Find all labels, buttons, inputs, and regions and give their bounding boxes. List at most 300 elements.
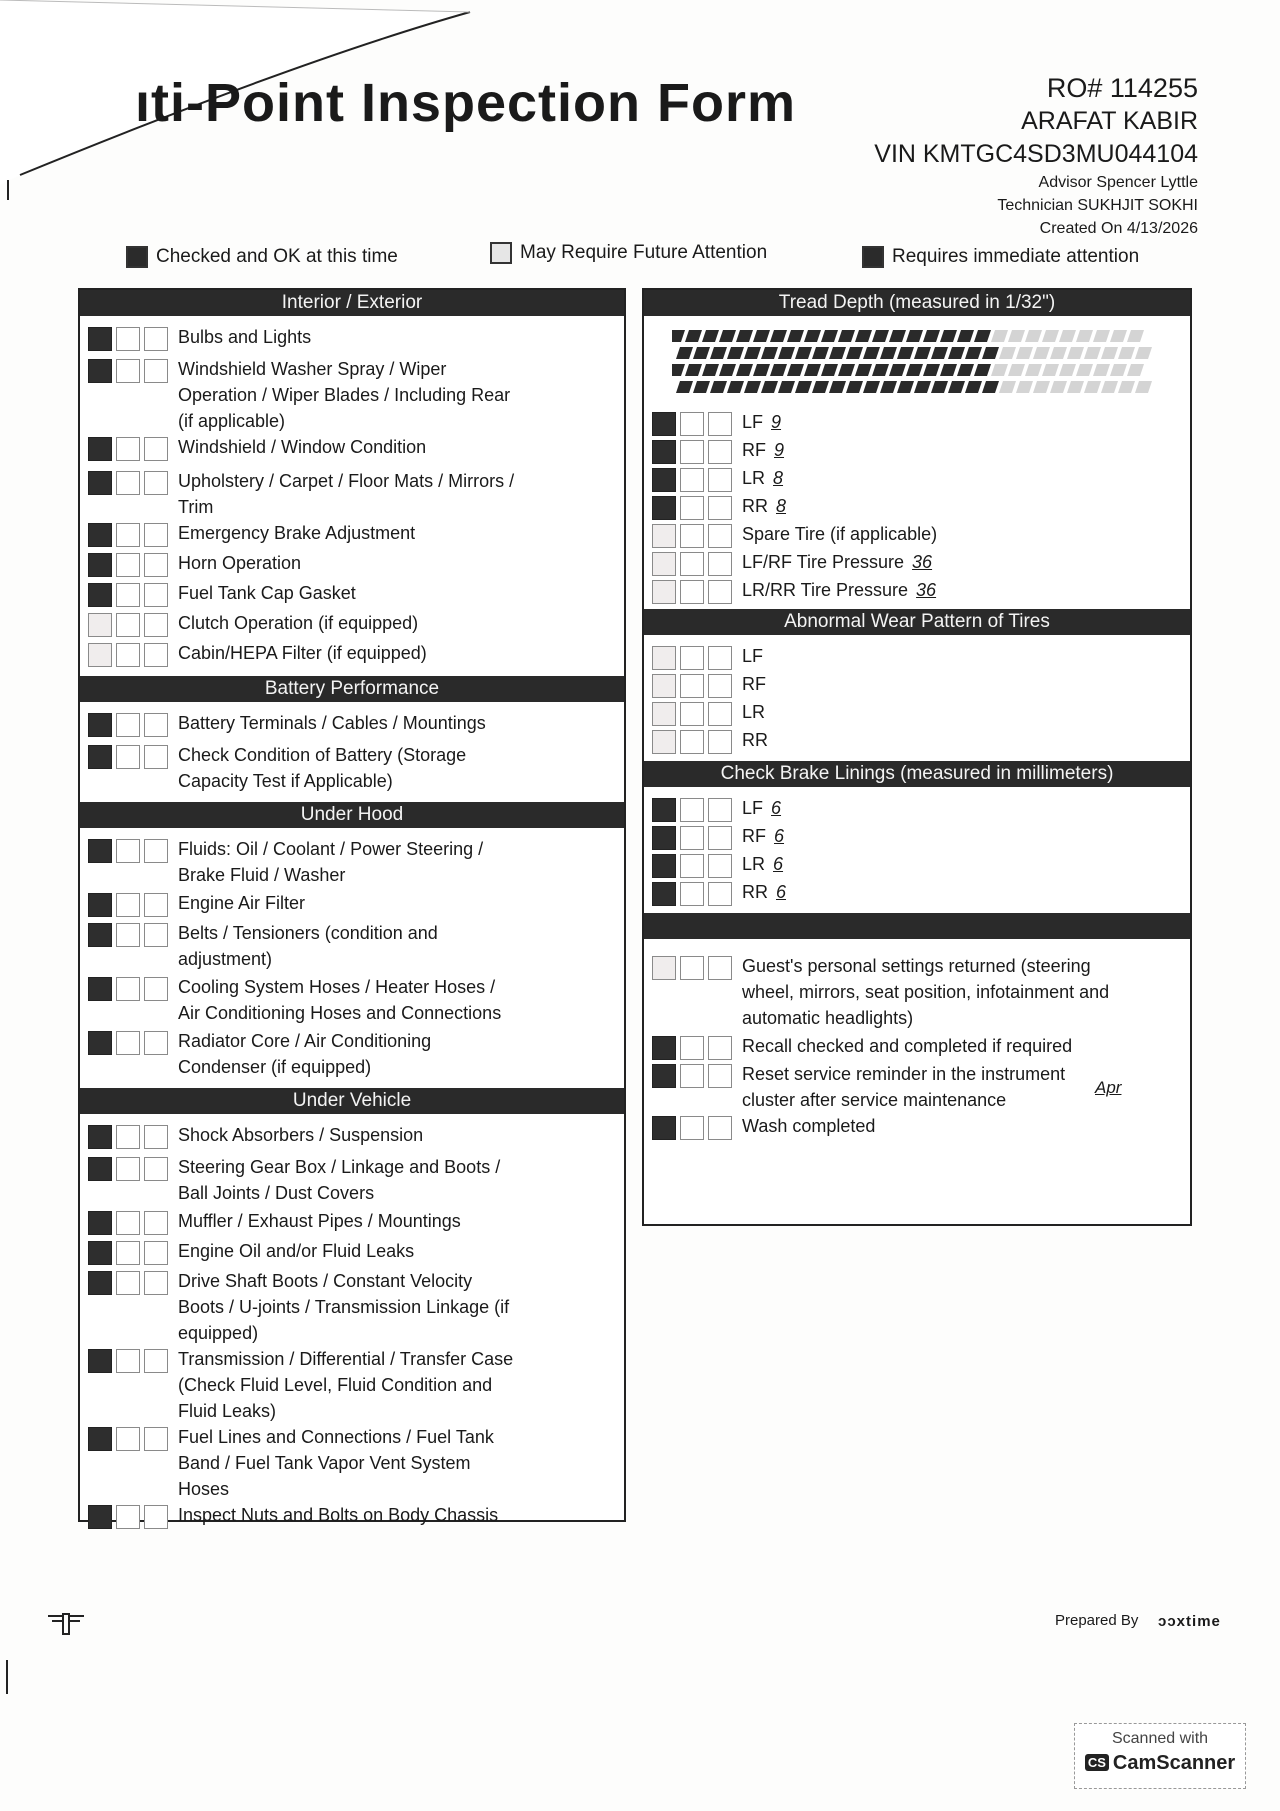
checklist-row [80, 1028, 624, 1082]
immediate-checkbox[interactable] [144, 1211, 168, 1235]
immediate-checkbox[interactable] [144, 359, 168, 383]
status-boxes [652, 412, 732, 436]
status-boxes [652, 646, 732, 670]
status-boxes [652, 1116, 732, 1140]
ok-checkbox[interactable] [88, 327, 112, 351]
status-boxes [88, 1349, 168, 1373]
item-label: Fluids: Oil / Coolant / Power Steering / Brake Fluid / Washer [178, 839, 484, 885]
ok-checkbox[interactable] [88, 523, 112, 547]
ok-checkbox[interactable] [652, 496, 676, 520]
status-boxes [652, 524, 732, 548]
status-boxes [652, 1036, 732, 1060]
item-value: 8 [776, 496, 787, 516]
checklist-row [644, 549, 1190, 577]
item-label: RR [742, 496, 768, 516]
ok-checkbox[interactable] [88, 1505, 112, 1529]
immediate-checkbox[interactable] [708, 1116, 732, 1140]
status-boxes [88, 1271, 168, 1295]
ok-checkbox[interactable] [88, 437, 112, 461]
status-boxes [88, 893, 168, 917]
item-label: Clutch Operation (if equipped) [178, 613, 419, 633]
status-boxes [652, 854, 732, 878]
immediate-checkbox[interactable] [144, 643, 168, 667]
item-label: Muffler / Exhaust Pipes / Mountings [178, 1211, 461, 1231]
item-label: Wash completed [742, 1116, 876, 1136]
status-boxes [652, 552, 732, 576]
future-checkbox[interactable] [116, 613, 140, 637]
checklist-row [80, 742, 624, 796]
section-header: Abnormal Wear Pattern of Tires [644, 609, 1190, 635]
checklist-row [80, 1238, 624, 1268]
item-label: Cooling System Hoses / Heater Hoses / Air Conditioning Hoses and Connections [178, 977, 502, 1023]
checklist-row [80, 1502, 624, 1534]
immediate-checkbox[interactable] [708, 524, 732, 548]
future-checkbox[interactable] [116, 745, 140, 769]
item-label: Cabin/HEPA Filter (if equipped) [178, 643, 427, 663]
ok-checkbox[interactable] [652, 580, 676, 604]
checklist-row [80, 1154, 624, 1208]
future-checkbox[interactable] [116, 1349, 140, 1373]
item-label: Reset service reminder in the instrument cluster after service maintenance [742, 1064, 1066, 1110]
checklist-row [644, 795, 1190, 823]
checklist-row [644, 437, 1190, 465]
ok-checkbox[interactable] [652, 412, 676, 436]
ok-checkbox[interactable] [88, 745, 112, 769]
immediate-checkbox[interactable] [708, 1036, 732, 1060]
future-checkbox[interactable] [116, 1031, 140, 1055]
future-checkbox[interactable] [116, 893, 140, 917]
future-checkbox[interactable] [680, 882, 704, 906]
ok-checkbox[interactable] [652, 1064, 676, 1088]
checklist-row [80, 836, 624, 890]
checklist-row [644, 409, 1190, 437]
immediate-checkbox[interactable] [144, 1157, 168, 1181]
immediate-checkbox[interactable] [708, 440, 732, 464]
immediate-checkbox[interactable] [144, 1241, 168, 1265]
ok-checkbox[interactable] [652, 854, 676, 878]
item-value: 6 [776, 882, 787, 902]
camscanner-icon: CS [1085, 1754, 1109, 1771]
future-checkbox[interactable] [116, 1157, 140, 1181]
item-value: 8 [773, 468, 784, 488]
item-label: Drive Shaft Boots / Constant Velocity Boots / U-joints / Transmission Linkage (if equipped) [178, 1271, 510, 1343]
future-checkbox[interactable] [680, 1036, 704, 1060]
immediate-checkbox[interactable] [144, 893, 168, 917]
status-boxes [652, 674, 732, 698]
item-label: Shock Absorbers / Suspension [178, 1125, 424, 1145]
ok-checkbox[interactable] [652, 440, 676, 464]
checklist-row [80, 1424, 624, 1502]
item-label: Guest's personal settings returned (steering wheel, mirrors, seat position, infotainment and automatic headlights) [742, 956, 1110, 1028]
item-label: Check Condition of Battery (Storage Capacity Test if Applicable) [178, 745, 467, 791]
section-header [644, 913, 1190, 939]
item-label: Radiator Core / Air Conditioning Condenser (if equipped) [178, 1031, 432, 1077]
immediate-checkbox[interactable] [144, 839, 168, 863]
immediate-checkbox[interactable] [144, 1031, 168, 1055]
immediate-checkbox[interactable] [144, 553, 168, 577]
item-value: 9 [771, 412, 782, 432]
legend-immediate [862, 246, 1139, 268]
status-boxes [88, 1505, 168, 1529]
section-header: Check Brake Linings (measured in millimeters) [644, 761, 1190, 787]
ok-checkbox[interactable] [88, 1211, 112, 1235]
checklist-row [644, 823, 1190, 851]
item-label: Inspect Nuts and Bolts on Body Chassis [178, 1505, 499, 1525]
ok-checkbox[interactable] [88, 923, 112, 947]
immediate-checkbox[interactable] [708, 552, 732, 576]
checklist-row [80, 890, 624, 920]
item-label: LF/RF Tire Pressure [742, 552, 905, 572]
immediate-checkbox[interactable] [708, 1064, 732, 1088]
section-header: Tread Depth (measured in 1/32") [644, 290, 1190, 316]
item-label: Engine Oil and/or Fluid Leaks [178, 1241, 415, 1261]
future-checkbox[interactable] [116, 471, 140, 495]
customer-name: ARAFAT KABIR [1021, 107, 1198, 135]
legend-future-label: May Require Future Attention [520, 242, 768, 263]
immediate-checkbox[interactable] [708, 956, 732, 980]
status-boxes [652, 882, 732, 906]
status-boxes [88, 1157, 168, 1181]
item-label: Belts / Tensioners (condition and adjustment) [178, 923, 438, 969]
ok-checkbox[interactable] [88, 893, 112, 917]
future-checkbox[interactable] [680, 798, 704, 822]
item-label: LR [742, 702, 766, 722]
ok-checkbox[interactable] [88, 553, 112, 577]
future-checkbox[interactable] [116, 643, 140, 667]
item-label: LR [742, 468, 766, 488]
checklist-row [80, 520, 624, 550]
ok-checkbox[interactable] [652, 956, 676, 980]
guest-note: Apr [1095, 1078, 1122, 1097]
immediate-checkbox[interactable] [708, 496, 732, 520]
checklist-row [644, 465, 1190, 493]
immediate-checkbox[interactable] [144, 471, 168, 495]
section-body [644, 939, 1190, 1147]
status-boxes [88, 437, 168, 461]
future-checkbox[interactable] [680, 440, 704, 464]
scanner-line2 [1075, 1752, 1245, 1775]
item-label: LR/RR Tire Pressure [742, 580, 909, 600]
ok-checkbox[interactable] [88, 1241, 112, 1265]
created-date: Created On 4/13/2026 [1039, 220, 1198, 237]
section-header: Under Hood [80, 802, 624, 828]
checklist-row [80, 468, 624, 520]
item-label: Steering Gear Box / Linkage and Boots / Ball Joints / Dust Covers [178, 1157, 501, 1203]
checklist-row [80, 580, 624, 610]
item-label: Recall checked and completed if required [742, 1036, 1073, 1056]
future-checkbox[interactable] [116, 977, 140, 1001]
item-label: RR [742, 882, 768, 902]
immediate-checkbox[interactable] [144, 327, 168, 351]
item-label: LF [742, 798, 764, 818]
technician: Technician SUKHJIT SOKHI [997, 197, 1198, 214]
checklist-row [644, 851, 1190, 879]
status-boxes [88, 523, 168, 547]
future-checkbox[interactable] [680, 412, 704, 436]
advisor: Advisor Spencer Lyttle [1038, 174, 1198, 191]
future-checkbox[interactable] [116, 1505, 140, 1529]
future-checkbox[interactable] [116, 1211, 140, 1235]
status-boxes [652, 580, 732, 604]
ok-checkbox[interactable] [652, 552, 676, 576]
status-boxes [88, 1031, 168, 1055]
ok-checkbox[interactable] [88, 713, 112, 737]
checklist-row [644, 1033, 1190, 1061]
future-checkbox[interactable] [116, 359, 140, 383]
future-checkbox[interactable] [680, 524, 704, 548]
checklist-row [644, 493, 1190, 521]
checklist-row [644, 577, 1190, 605]
status-boxes [652, 956, 732, 980]
checklist-row [80, 1208, 624, 1238]
immediate-checkbox[interactable] [708, 730, 732, 754]
checklist-row [644, 699, 1190, 727]
item-label: LF [742, 646, 764, 666]
future-checkbox[interactable] [680, 674, 704, 698]
status-boxes [88, 923, 168, 947]
section-body [644, 635, 1190, 761]
ok-checkbox[interactable] [652, 798, 676, 822]
checklist-row [644, 671, 1190, 699]
future-checkbox[interactable] [680, 1064, 704, 1088]
scanner-line1: Scanned with [1111, 1730, 1209, 1747]
future-checkbox[interactable] [680, 826, 704, 850]
future-checkbox[interactable] [680, 496, 704, 520]
immediate-checkbox[interactable] [144, 1427, 168, 1451]
future-checkbox[interactable] [116, 923, 140, 947]
immediate-checkbox[interactable] [144, 977, 168, 1001]
dealer-logo: ɔɔxtime [1158, 1613, 1221, 1630]
status-boxes [88, 471, 168, 495]
checklist-row [644, 1113, 1190, 1141]
immediate-checkbox[interactable] [144, 745, 168, 769]
immediate-checkbox[interactable] [708, 798, 732, 822]
prepared-by: Prepared By [1055, 1612, 1139, 1629]
immediate-checkbox[interactable] [144, 1505, 168, 1529]
item-label: Spare Tire (if applicable) [742, 524, 938, 544]
future-checkbox[interactable] [116, 1125, 140, 1149]
status-boxes [88, 745, 168, 769]
future-checkbox[interactable] [680, 730, 704, 754]
immediate-checkbox[interactable] [708, 646, 732, 670]
status-boxes [88, 359, 168, 383]
status-boxes [88, 553, 168, 577]
ok-checkbox[interactable] [652, 826, 676, 850]
ok-checkbox[interactable] [88, 977, 112, 1001]
immediate-checkbox[interactable] [144, 923, 168, 947]
immediate-swatch-icon [862, 246, 884, 268]
immediate-checkbox[interactable] [708, 826, 732, 850]
item-value: 6 [774, 826, 785, 846]
immediate-checkbox[interactable] [708, 412, 732, 436]
item-label: LR [742, 854, 766, 874]
item-label: LF [742, 412, 764, 432]
item-label: Windshield Washer Spray / Wiper Operation / Wiper Blades / Including Rear (if applicable) [178, 359, 511, 431]
item-label: Battery Terminals / Cables / Mountings [178, 713, 486, 733]
future-checkbox[interactable] [116, 327, 140, 351]
status-boxes [88, 713, 168, 737]
ok-checkbox[interactable] [652, 524, 676, 548]
ok-checkbox[interactable] [88, 643, 112, 667]
checklist-row [80, 324, 624, 356]
ok-checkbox[interactable] [652, 882, 676, 906]
checklist-row [80, 1268, 624, 1346]
item-label: Fuel Tank Cap Gasket [178, 583, 356, 603]
ok-checkbox[interactable] [652, 1036, 676, 1060]
future-checkbox[interactable] [116, 713, 140, 737]
item-label: Fuel Lines and Connections / Fuel Tank Band / Fuel Tank Vapor Vent System Hoses [178, 1427, 494, 1499]
immediate-checkbox[interactable] [144, 583, 168, 607]
future-checkbox[interactable] [680, 854, 704, 878]
ok-checkbox[interactable] [88, 1427, 112, 1451]
immediate-checkbox[interactable] [708, 674, 732, 698]
checklist-row [644, 727, 1190, 755]
checklist-row [80, 1346, 624, 1424]
item-label: RF [742, 674, 766, 694]
immediate-checkbox[interactable] [144, 1271, 168, 1295]
status-boxes [88, 977, 168, 1001]
checklist-row [80, 974, 624, 1028]
checklist-row [644, 521, 1190, 549]
checklist-row [80, 550, 624, 580]
status-boxes [652, 496, 732, 520]
status-boxes [652, 702, 732, 726]
ok-checkbox[interactable] [88, 613, 112, 637]
ok-checkbox[interactable] [88, 471, 112, 495]
left-inspection-panel [78, 288, 626, 1525]
status-boxes [652, 440, 732, 464]
item-value: 36 [916, 580, 937, 600]
ro-number: RO# 114255 [1046, 73, 1198, 103]
item-label: Upholstery / Carpet / Floor Mats / Mirrors / Trim [178, 471, 515, 517]
ok-checkbox[interactable] [652, 702, 676, 726]
future-checkbox[interactable] [680, 468, 704, 492]
item-value: 6 [773, 854, 784, 874]
ok-checkbox[interactable] [88, 1271, 112, 1295]
ok-checkbox[interactable] [88, 359, 112, 383]
item-value: 36 [912, 552, 933, 572]
immediate-checkbox[interactable] [144, 437, 168, 461]
item-label: RR [742, 730, 768, 750]
ok-checkbox[interactable] [88, 1157, 112, 1181]
item-value: 9 [774, 440, 785, 460]
header-info [874, 72, 1198, 240]
future-checkbox[interactable] [116, 523, 140, 547]
item-label: Transmission / Differential / Transfer Case (Check Fluid Level, Fluid Condition and Fluid Leaks) [178, 1349, 514, 1421]
section-body [80, 1114, 624, 1540]
immediate-checkbox[interactable] [708, 468, 732, 492]
ok-checkbox[interactable] [88, 1125, 112, 1149]
ok-checkbox[interactable] [652, 730, 676, 754]
future-swatch-icon [490, 242, 512, 264]
section-body [644, 403, 1190, 609]
legend-future [490, 242, 767, 264]
ok-checkbox[interactable] [652, 1116, 676, 1140]
checklist-row [80, 434, 624, 468]
future-checkbox[interactable] [116, 1241, 140, 1265]
item-label: Bulbs and Lights [178, 327, 312, 347]
status-boxes [652, 1064, 732, 1088]
future-checkbox[interactable] [116, 437, 140, 461]
immediate-checkbox[interactable] [144, 1125, 168, 1149]
item-label: Emergency Brake Adjustment [178, 523, 416, 543]
status-boxes [88, 583, 168, 607]
status-boxes [88, 643, 168, 667]
form-title: ıti-Point Inspection Form [135, 73, 796, 133]
status-boxes [88, 839, 168, 863]
future-checkbox[interactable] [116, 1427, 140, 1451]
immediate-checkbox[interactable] [144, 1349, 168, 1373]
future-checkbox[interactable] [680, 1116, 704, 1140]
item-value: 6 [771, 798, 782, 818]
immediate-checkbox[interactable] [708, 854, 732, 878]
checklist-row [644, 953, 1190, 1033]
future-checkbox[interactable] [680, 646, 704, 670]
future-checkbox[interactable] [680, 580, 704, 604]
future-checkbox[interactable] [116, 1271, 140, 1295]
future-checkbox[interactable] [680, 702, 704, 726]
immediate-checkbox[interactable] [708, 580, 732, 604]
legend-ok [126, 246, 398, 268]
checklist-row [644, 643, 1190, 671]
ok-checkbox[interactable] [652, 646, 676, 670]
checklist-row [80, 356, 624, 434]
checklist-row [80, 610, 624, 640]
edge-mark [6, 1660, 8, 1694]
legend-immediate-label: Requires immediate attention [892, 246, 1140, 267]
immediate-checkbox[interactable] [708, 702, 732, 726]
status-boxes [652, 468, 732, 492]
brand-wings-icon [46, 1610, 86, 1643]
section-body [80, 316, 624, 676]
future-checkbox[interactable] [116, 553, 140, 577]
ok-swatch-icon [126, 246, 148, 268]
status-boxes [88, 1125, 168, 1149]
vin-number: VIN KMTGC4SD3MU044104 [874, 140, 1198, 168]
status-boxes [88, 327, 168, 351]
future-checkbox[interactable] [680, 552, 704, 576]
status-boxes [652, 826, 732, 850]
section-body [644, 787, 1190, 913]
item-label: Windshield / Window Condition [178, 437, 427, 457]
item-label: RF [742, 826, 766, 846]
status-boxes [88, 613, 168, 637]
immediate-checkbox[interactable] [708, 882, 732, 906]
immediate-checkbox[interactable] [144, 523, 168, 547]
checklist-row [80, 710, 624, 742]
future-checkbox[interactable] [116, 583, 140, 607]
ok-checkbox[interactable] [652, 468, 676, 492]
future-checkbox[interactable] [116, 839, 140, 863]
ok-checkbox[interactable] [88, 1031, 112, 1055]
legend-ok-label: Checked and OK at this time [156, 246, 398, 267]
section-body [80, 702, 624, 802]
item-label: Horn Operation [178, 553, 302, 573]
status-boxes [88, 1211, 168, 1235]
immediate-checkbox[interactable] [144, 613, 168, 637]
ok-checkbox[interactable] [88, 839, 112, 863]
section-header: Interior / Exterior [80, 290, 624, 316]
tread-graphic-icon [672, 328, 1190, 403]
status-boxes [652, 798, 732, 822]
ok-checkbox[interactable] [88, 583, 112, 607]
ok-checkbox[interactable] [652, 674, 676, 698]
immediate-checkbox[interactable] [144, 713, 168, 737]
checklist-row [644, 879, 1190, 907]
future-checkbox[interactable] [680, 956, 704, 980]
ok-checkbox[interactable] [88, 1349, 112, 1373]
status-boxes [88, 1241, 168, 1265]
